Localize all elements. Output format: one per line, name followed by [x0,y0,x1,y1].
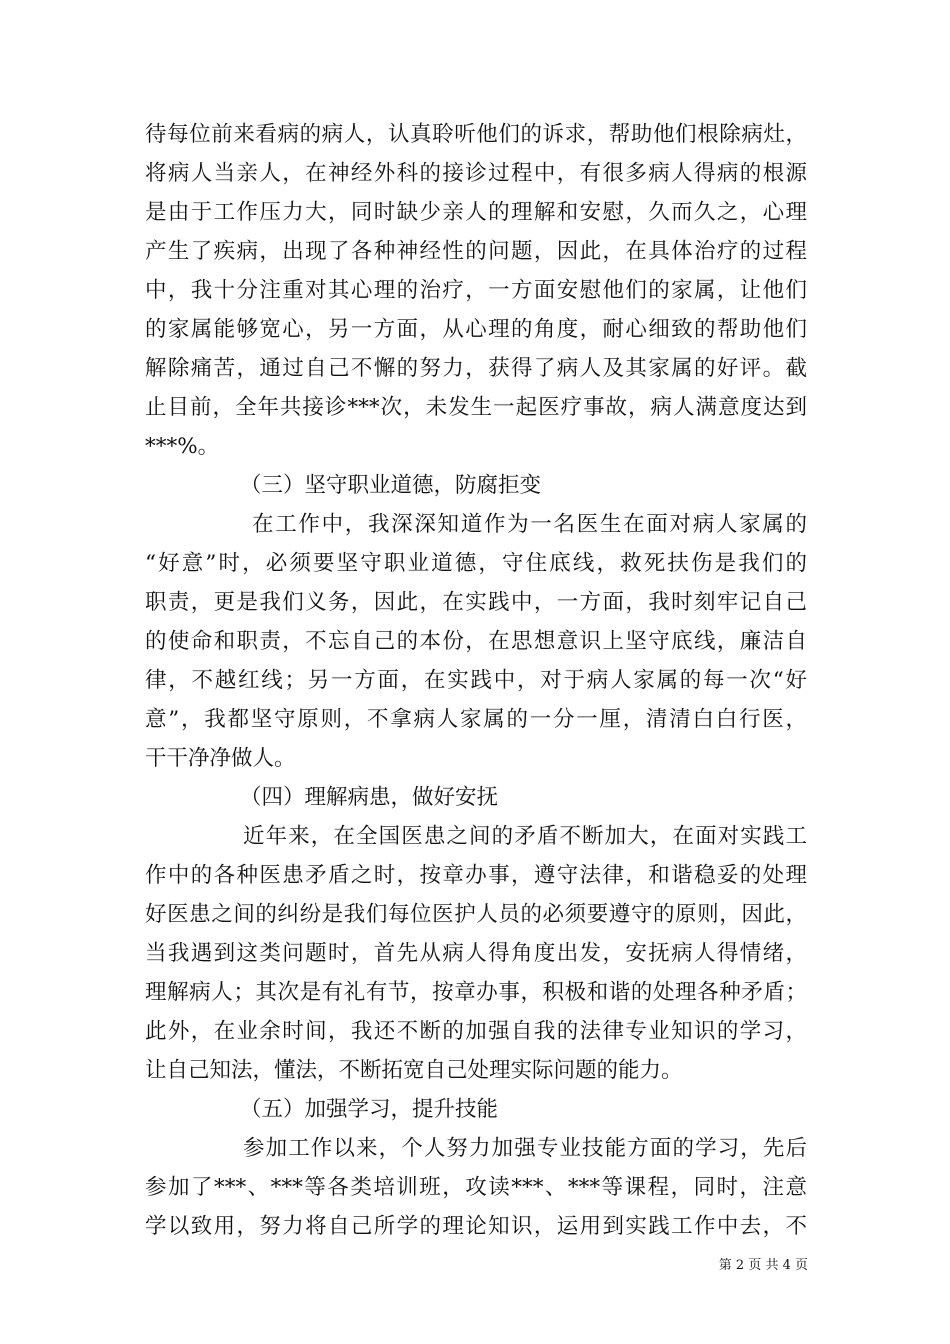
body-line: 理解病人；其次是有礼有节，按章办事，积极和谐的处理各种矛盾； [145,980,807,1005]
body-line: 近年来，在全国医患之间的矛盾不断加大，在面对实践工 [243,824,807,849]
body-line: 是由于工作压力大，同时缺少亲人的理解和安慰，久而久之，心理 [145,200,807,225]
body-line: 的家属能够宽心，另一方面，从心理的角度，耐心细致的帮助他们 [145,317,807,342]
section-heading-3: （三）坚守职业道德，防腐拒变 [240,473,542,498]
body-line: 中，我十分注重对其心理的治疗，一方面安慰他们的家属，让他们 [145,278,807,303]
section-heading-4: （四）理解病患，做好安抚 [240,785,499,810]
body-line: 参加了***、***等各类培训班，攻读***、***等课程，同时，注意 [145,1175,807,1200]
body-line: 将病人当亲人，在神经外科的接诊过程中，有很多病人得病的根源 [145,161,807,186]
body-line: “好意”时，必须要坚守职业道德，守住底线，救死扶伤是我们的 [145,551,807,576]
body-line: 产生了疾病，出现了各种神经性的问题，因此，在具体治疗的过程 [145,239,807,264]
body-line: 此外，在业余时间，我还不断的加强自我的法律专业知识的学习， [145,1019,807,1044]
body-line: 解除痛苦，通过自己不懈的努力，获得了病人及其家属的好评。截 [145,356,807,381]
body-line: 参加工作以来，个人努力加强专业技能方面的学习，先后 [243,1136,807,1161]
body-line: ***%。 [145,434,220,459]
body-line: 作中的各种医患矛盾之时，按章办事，遵守法律，和谐稳妥的处理 [145,863,807,888]
section-heading-5: （五）加强学习，提升技能 [240,1097,499,1122]
body-line: 当我遇到这类问题时，首先从病人得角度出发，安抚病人得情绪， [145,941,807,966]
body-line: 律，不越红线；另一方面，在实践中，对于病人家属的每一次“好 [145,668,807,693]
body-line: 好医患之间的纠纷是我们每位医护人员的必须要遵守的原则，因此， [145,902,807,927]
body-line: 意”，我都坚守原则，不拿病人家属的一分一厘，清清白白行医， [145,707,807,732]
body-line: 干干净净做人。 [145,746,296,771]
body-line: 的使命和职责，不忘自己的本份，在思想意识上坚守底线，廉洁自 [145,629,807,654]
body-line: 职责，更是我们义务，因此，在实践中，一方面，我时刻牢记自己 [145,590,807,615]
body-line: 止目前，全年共接诊***次，未发生一起医疗事故，病人满意度达到 [145,395,807,420]
body-line: 让自己知法，懂法，不断拓宽自己处理实际问题的能力。 [145,1058,683,1083]
body-line: 学以致用，努力将自己所学的理论知识，运用到实践工作中去，不 [145,1214,807,1239]
body-line: 在工作中，我深深知道作为一名医生在面对病人家属的 [252,512,807,537]
page-number: 第 2 页 共 4 页 [718,1258,808,1273]
body-line: 待每位前来看病的病人，认真聆听他们的诉求，帮助他们根除病灶， [145,122,807,147]
